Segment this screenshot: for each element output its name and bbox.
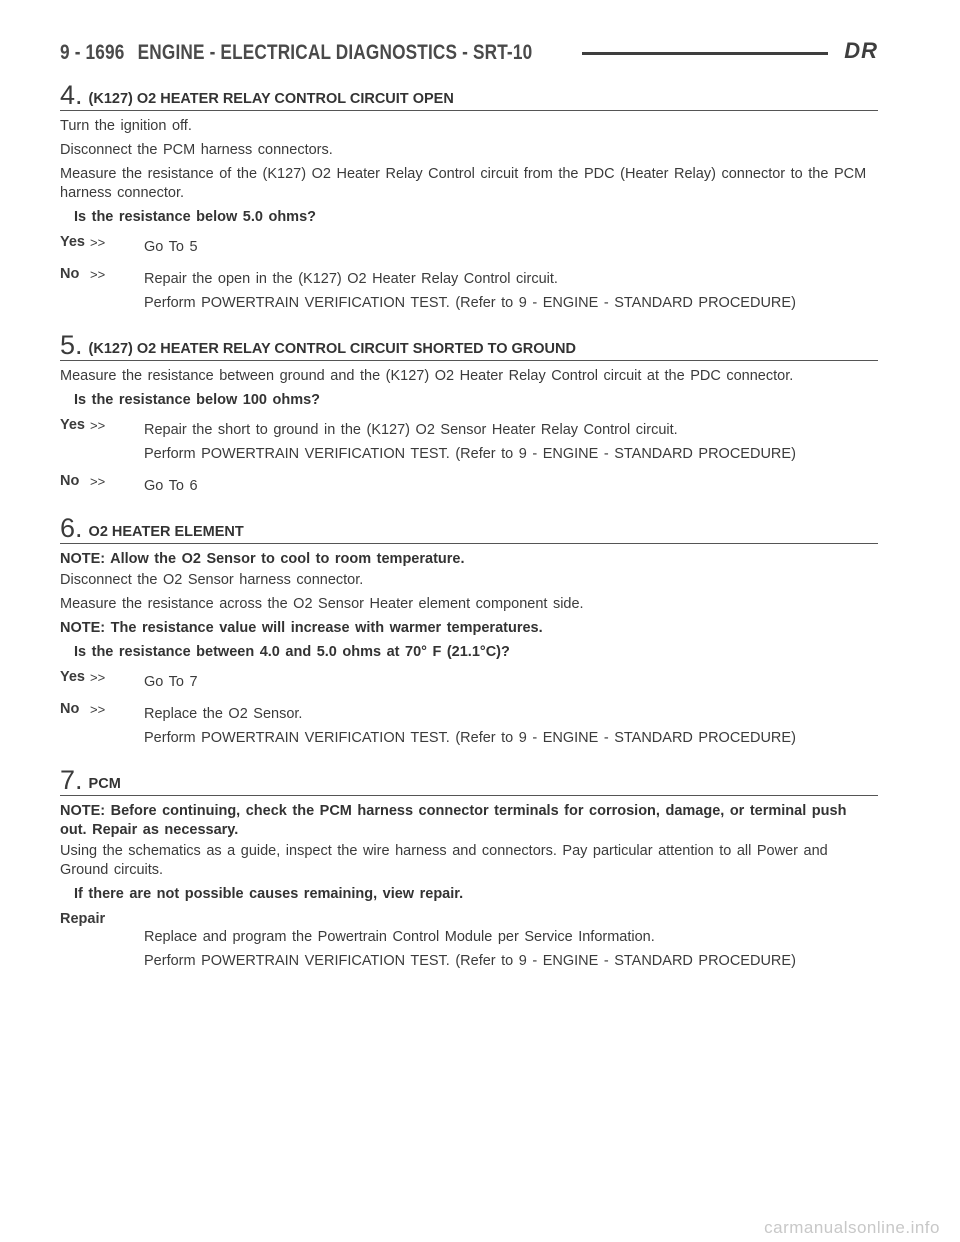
repair-label: Repair	[60, 911, 106, 927]
header-rule	[582, 52, 828, 55]
test-question: If there are not possible causes remaining, view repair.	[74, 886, 464, 902]
answer-no	[60, 701, 878, 753]
step-dot: .	[75, 765, 83, 795]
page-header	[60, 38, 878, 68]
answer-action: Repair the short to ground in the (K127) O2 Sensor Heater Relay Control circuit.	[144, 422, 678, 438]
repair-action: Replace and program the Powertrain Control Module per Service Information.	[144, 929, 655, 945]
header-title-group	[60, 41, 532, 65]
model-code: DR	[844, 38, 878, 63]
step-dot: .	[75, 513, 83, 543]
answer-arrow: >>	[90, 235, 106, 250]
step-number: 4	[60, 80, 76, 110]
answer-label: No	[60, 266, 80, 282]
step-title: (K127) O2 HEATER RELAY CONTROL CIRCUIT OPEN	[88, 91, 454, 107]
answer-label: No	[60, 701, 80, 717]
answer-action: Perform POWERTRAIN VERIFICATION TEST. (Refer to 9 - ENGINE - STANDARD PROCEDURE)	[144, 446, 796, 462]
step-title: PCM	[88, 776, 121, 792]
watermark: carmanualsonline.info	[764, 1218, 940, 1237]
step-number: 6	[60, 513, 76, 543]
answer-label: No	[60, 473, 80, 489]
step-heading	[60, 515, 878, 544]
page-number: 9 - 1696	[60, 41, 125, 64]
note: NOTE: Before continuing, check the PCM harness connector terminals for corrosion, damage, or terminal push out. Repair as necessary.	[60, 803, 847, 838]
note: NOTE: The resistance value will increase with warmer temperatures.	[60, 620, 543, 636]
answer-arrow: >>	[90, 702, 106, 717]
answer-arrow: >>	[90, 267, 106, 282]
step-number: 5	[60, 330, 76, 360]
answer-action: Perform POWERTRAIN VERIFICATION TEST. (Refer to 9 - ENGINE - STANDARD PROCEDURE)	[144, 295, 796, 311]
instruction: Disconnect the O2 Sensor harness connector.	[60, 572, 364, 588]
instruction: Measure the resistance across the O2 Sensor Heater element component side.	[60, 596, 584, 612]
step-4	[60, 82, 878, 318]
instruction: Using the schematics as a guide, inspect the wire harness and connectors. Pay particular attention to all Power and Ground circuits.	[60, 843, 828, 878]
step-dot: .	[75, 80, 83, 110]
answer-no	[60, 473, 878, 501]
step-dot: .	[75, 330, 83, 360]
section-title: ENGINE - ELECTRICAL DIAGNOSTICS - SRT-10	[137, 41, 533, 64]
answer-action: Replace the O2 Sensor.	[144, 706, 303, 722]
test-question: Is the resistance between 4.0 and 5.0 ohms at 70° F (21.1°C)?	[74, 644, 510, 660]
answer-label: Yes	[60, 234, 85, 250]
answer-label: Yes	[60, 417, 85, 433]
answer-arrow: >>	[90, 670, 106, 685]
step-5	[60, 332, 878, 501]
instruction: Turn the ignition off.	[60, 118, 192, 134]
step-heading	[60, 332, 878, 361]
answer-arrow: >>	[90, 474, 106, 489]
answer-no	[60, 266, 878, 318]
answer-action: Go To 7	[144, 674, 198, 690]
note: NOTE: Allow the O2 Sensor to cool to room temperature.	[60, 551, 465, 567]
answer-action: Repair the open in the (K127) O2 Heater Relay Control circuit.	[144, 271, 558, 287]
step-title: (K127) O2 HEATER RELAY CONTROL CIRCUIT SHORTED TO GROUND	[88, 341, 576, 357]
answer-action: Go To 5	[144, 239, 198, 255]
answer-action: Perform POWERTRAIN VERIFICATION TEST. (Refer to 9 - ENGINE - STANDARD PROCEDURE)	[144, 730, 796, 746]
answer-yes	[60, 234, 878, 262]
repair-action: Perform POWERTRAIN VERIFICATION TEST. (Refer to 9 - ENGINE - STANDARD PROCEDURE)	[144, 953, 796, 969]
repair-block	[60, 911, 878, 971]
answer-label: Yes	[60, 669, 85, 685]
step-heading	[60, 767, 878, 796]
manual-content	[60, 82, 878, 976]
answer-yes	[60, 669, 878, 697]
answer-arrow: >>	[90, 418, 106, 433]
instruction: Measure the resistance between ground and the (K127) O2 Heater Relay Control circuit at the PDC connector.	[60, 368, 794, 384]
test-question: Is the resistance below 5.0 ohms?	[74, 209, 316, 225]
answer-yes	[60, 417, 878, 469]
instruction: Measure the resistance of the (K127) O2 Heater Relay Control circuit from the PDC (Heater Relay) connector to the PCM harness connector.	[60, 166, 867, 201]
step-7	[60, 767, 878, 971]
answer-action: Go To 6	[144, 478, 198, 494]
step-title: O2 HEATER ELEMENT	[88, 524, 244, 540]
test-question: Is the resistance below 100 ohms?	[74, 392, 321, 408]
instruction: Disconnect the PCM harness connectors.	[60, 142, 333, 158]
step-number: 7	[60, 765, 76, 795]
step-heading	[60, 82, 878, 111]
step-6	[60, 515, 878, 753]
